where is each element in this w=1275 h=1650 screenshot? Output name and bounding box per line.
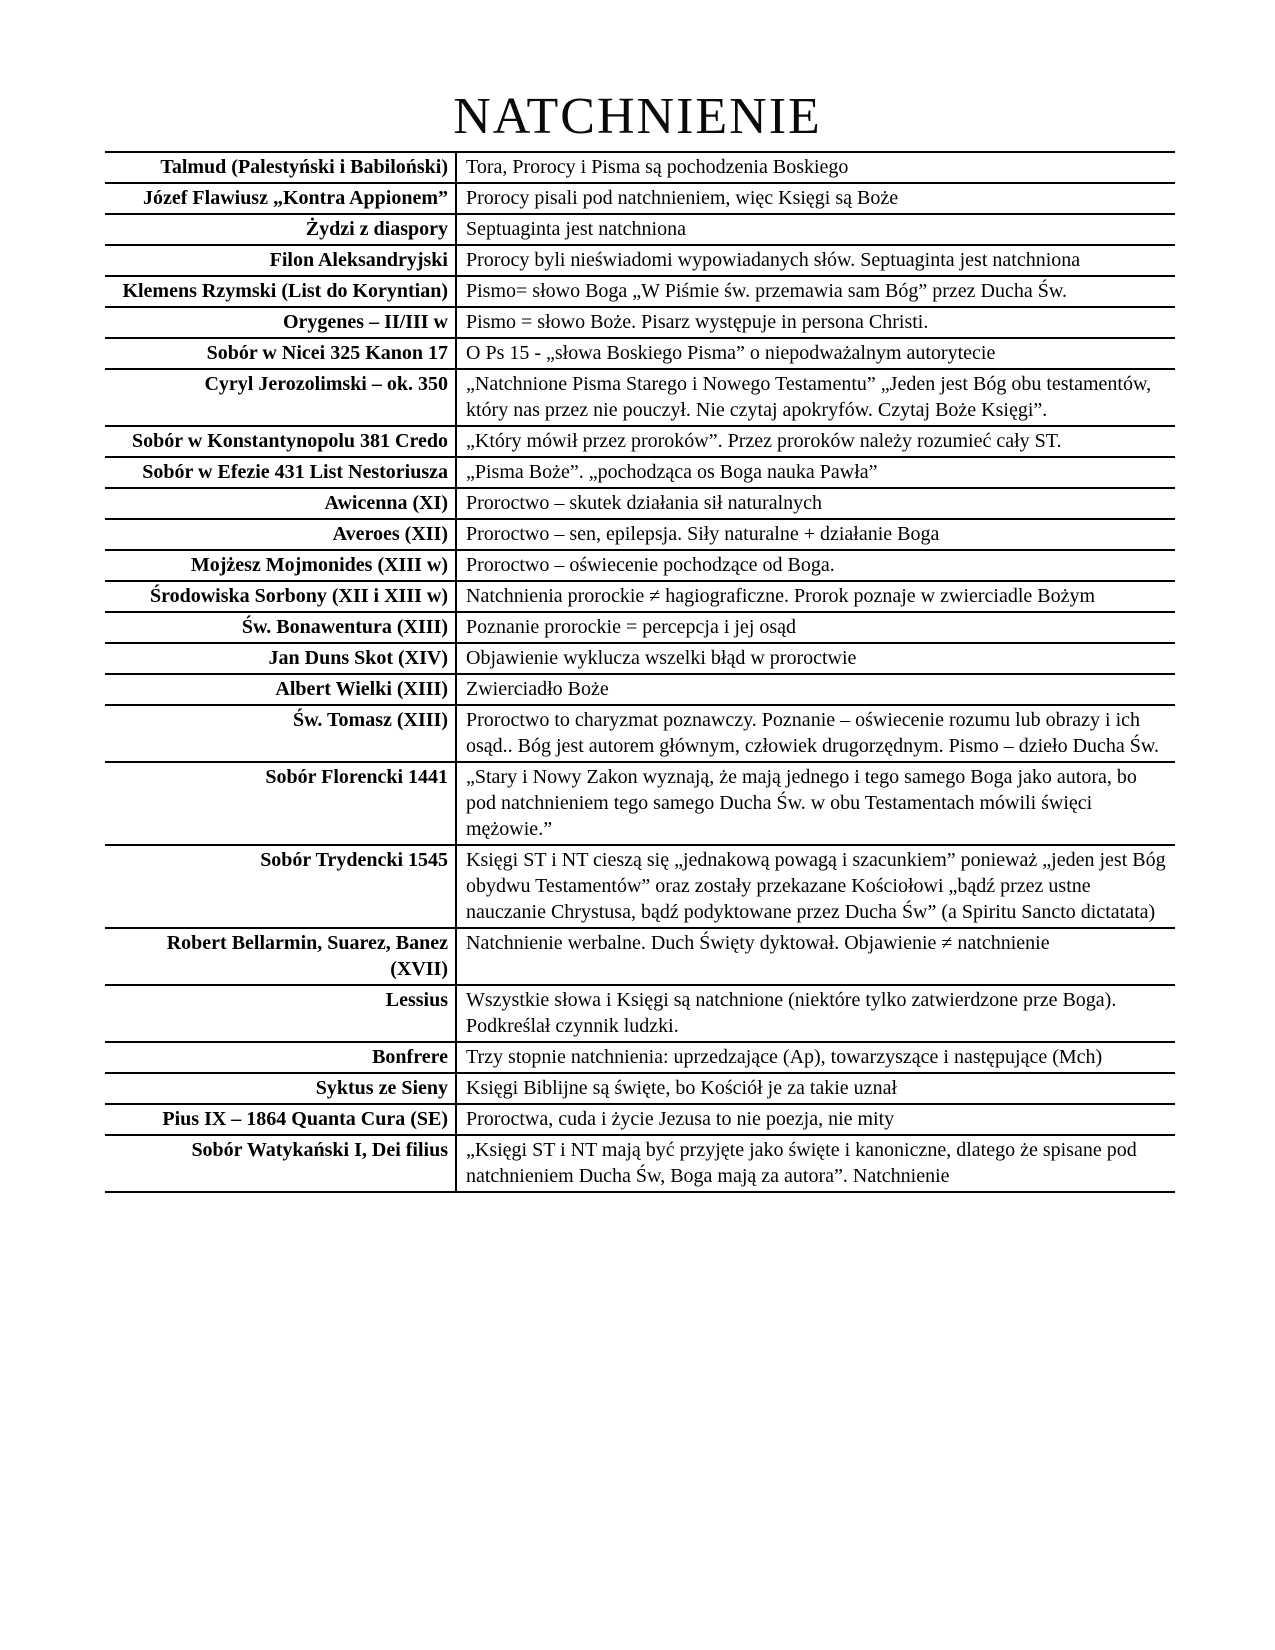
table-row xyxy=(105,339,1175,370)
description-cell: „Stary i Nowy Zakon wyznają, że mają jednego i tego samego Boga jako autora, bo pod natchnieniem tego samego Ducha Św. w obu Testamentach mówili święci mężowie.” xyxy=(466,766,1137,841)
source-cell: Św. Tomasz (XIII) xyxy=(105,706,457,761)
table-row xyxy=(105,613,1175,644)
table-row xyxy=(105,846,1175,929)
source-cell: Robert Bellarmin, Suarez, Banez (XVII) xyxy=(105,929,457,984)
source-cell: Środowiska Sorbony (XII i XIII w) xyxy=(105,582,457,611)
description-cell: „Który mówił przez proroków”. Przez proroków należy rozumieć cały ST. xyxy=(466,430,1062,453)
description-cell: Natchnienie werbalne. Duch Święty dyktował. Objawienie ≠ natchnienie xyxy=(466,932,1050,955)
description-cell: Proroctwo – oświecenie pochodzące od Boga. xyxy=(466,554,835,577)
table-row xyxy=(105,308,1175,339)
table-row xyxy=(105,215,1175,246)
description-cell: Prorocy pisali pod natchnieniem, więc Księgi są Boże xyxy=(466,187,899,210)
table-row xyxy=(105,489,1175,520)
description-cell: Zwierciadło Boże xyxy=(466,678,609,701)
description-cell: Księgi Biblijne są święte, bo Kościół je za takie uznał xyxy=(466,1077,897,1100)
table-row xyxy=(105,277,1175,308)
table-row xyxy=(105,427,1175,458)
description-cell: Tora, Prorocy i Pisma są pochodzenia Boskiego xyxy=(466,156,849,179)
description-cell: Proroctwo – skutek działania sił naturalnych xyxy=(466,492,823,515)
source-cell: Pius IX – 1864 Quanta Cura (SE) xyxy=(105,1105,457,1134)
source-cell: Lessius xyxy=(105,986,457,1041)
description-cell: Proroctwo – sen, epilepsja. Siły naturalne + działanie Boga xyxy=(466,523,940,546)
description-cell: Trzy stopnie natchnienia: uprzedzające (Ap), towarzyszące i następujące (Mch) xyxy=(466,1046,1103,1069)
source-cell: Cyryl Jerozolimski – ok. 350 xyxy=(105,370,457,425)
table-row xyxy=(105,582,1175,613)
description-cell: Prorocy byli nieświadomi wypowiadanych słów. Septuaginta jest natchniona xyxy=(466,249,1081,272)
description-cell: „Natchnione Pisma Starego i Nowego Testamentu” „Jeden jest Bóg obu testamentów, który nas przez nie pouczył. Nie czytaj apokryfów. Czytaj Boże Księgi”. xyxy=(466,373,1152,422)
source-cell: Albert Wielki (XIII) xyxy=(105,675,457,704)
description-cell: O Ps 15 - „słowa Boskiego Pisma” o niepodważalnym autorytecie xyxy=(466,342,996,365)
table-row xyxy=(105,986,1175,1043)
source-cell: Św. Bonawentura (XIII) xyxy=(105,613,457,642)
table-row xyxy=(105,520,1175,551)
source-cell: Józef Flawiusz „Kontra Appionem” xyxy=(105,184,457,213)
description-cell: Natchnienia prorockie ≠ hagiograficzne. Prorok poznaje w zwierciadle Bożym xyxy=(466,585,1096,608)
description-cell: Pismo = słowo Boże. Pisarz występuje in persona Christi. xyxy=(466,311,929,334)
source-cell: Awicenna (XI) xyxy=(105,489,457,518)
table-row xyxy=(105,1043,1175,1074)
source-cell: Sobór Trydencki 1545 xyxy=(105,846,457,927)
table-row xyxy=(105,153,1175,184)
source-cell: Jan Duns Skot (XIV) xyxy=(105,644,457,673)
table-row xyxy=(105,551,1175,582)
description-cell: Proroctwa, cuda i życie Jezusa to nie poezja, nie mity xyxy=(466,1108,895,1131)
description-cell: Pismo= słowo Boga „W Piśmie św. przemawia sam Bóg” przez Ducha Św. xyxy=(466,280,1067,303)
table-row xyxy=(105,1074,1175,1105)
description-cell: „Księgi ST i NT mają być przyjęte jako święte i kanoniczne, dlatego że spisane pod natchnieniem Ducha Św, Boga mają za autora”. Natchnienie xyxy=(466,1139,1137,1188)
table-row xyxy=(105,675,1175,706)
description-cell: Objawienie wyklucza wszelki błąd w proroctwie xyxy=(466,647,857,670)
source-cell: Sobór w Efezie 431 List Nestoriusza xyxy=(105,458,457,487)
source-cell: Orygenes – II/III w xyxy=(105,308,457,337)
table-row xyxy=(105,184,1175,215)
description-cell: Wszystkie słowa i Księgi są natchnione (niektóre tylko zatwierdzone prze Boga). Podkreślał czynnik ludzki. xyxy=(466,989,1117,1038)
table-row xyxy=(105,644,1175,675)
description-cell: „Pisma Boże”. „pochodząca os Boga nauka Pawła” xyxy=(466,461,878,484)
table-row xyxy=(105,246,1175,277)
table-row xyxy=(105,1105,1175,1136)
page-title: NATCHNIENIE xyxy=(453,88,822,145)
description-cell: Księgi ST i NT cieszą się „jednakową powagą i szacunkiem” ponieważ „jeden jest Bóg obydwu Testamentów” oraz zostały przekazane Kościołowi „bądź przez ustne nauczanie Chrystusa, bądź podyktowane przez Ducha Św” (a Spiritu Sancto dictatata) xyxy=(466,849,1166,924)
source-cell: Syktus ze Sieny xyxy=(105,1074,457,1103)
inspiration-table xyxy=(105,151,1175,1193)
source-cell: Sobór Florencki 1441 xyxy=(105,763,457,844)
table-row xyxy=(105,929,1175,986)
source-cell: Talmud (Palestyński i Babiloński) xyxy=(105,153,457,182)
source-cell: Bonfrere xyxy=(105,1043,457,1072)
table-row xyxy=(105,706,1175,763)
source-cell: Żydzi z diaspory xyxy=(105,215,457,244)
table-row xyxy=(105,763,1175,846)
source-cell: Sobór w Nicei 325 Kanon 17 xyxy=(105,339,457,368)
source-cell: Mojżesz Mojmonides (XIII w) xyxy=(105,551,457,580)
table-row xyxy=(105,370,1175,427)
source-cell: Averoes (XII) xyxy=(105,520,457,549)
table-row xyxy=(105,1136,1175,1193)
source-cell: Klemens Rzymski (List do Koryntian) xyxy=(105,277,457,306)
source-cell: Sobór Watykański I, Dei filius xyxy=(105,1136,457,1191)
table-row xyxy=(105,458,1175,489)
source-cell: Filon Aleksandryjski xyxy=(105,246,457,275)
description-cell: Proroctwo to charyzmat poznawczy. Poznanie – oświecenie rozumu lub obrazy i ich osąd.. Bóg jest autorem głównym, człowiek drugorzędnym. Pismo – dzieło Ducha Św. xyxy=(466,709,1160,758)
source-cell: Sobór w Konstantynopolu 381 Credo xyxy=(105,427,457,456)
description-cell: Poznanie prorockie = percepcja i jej osąd xyxy=(466,616,797,639)
description-cell: Septuaginta jest natchniona xyxy=(466,218,686,241)
